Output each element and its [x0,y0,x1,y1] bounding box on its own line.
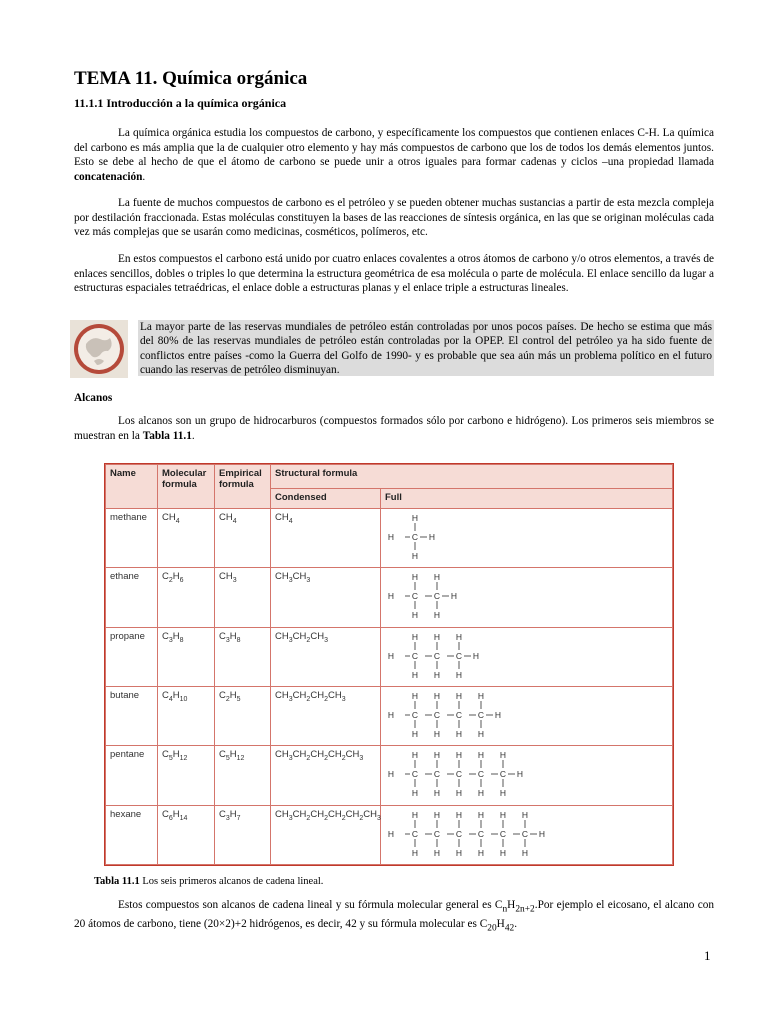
svg-text:H: H [477,788,485,799]
globe-icon [70,320,128,378]
svg-text:H: H [521,809,529,820]
svg-text:H: H [387,650,395,661]
structural-formula-diagram [385,809,545,861]
svg-text:H: H [477,750,485,761]
svg-text:C: C [411,532,419,542]
cell-molecular: $CH_4$ [158,509,215,568]
table-row [106,509,673,568]
header-molecular: Molecular formula [158,465,215,509]
svg-text:C: C [455,650,463,661]
cell-empirical: $CH_4$ [215,509,271,568]
table-row [106,627,673,686]
svg-text:H: H [387,769,395,780]
svg-text:H: H [433,728,441,739]
cell-name: ethane [106,568,158,627]
table-row [106,805,673,864]
cell-full-structure [381,686,673,745]
cell-molecular: $C_2H_6$ [158,568,215,627]
cell-condensed: $CH_3CH_2CH_2CH_2CH_2CH_3$ [271,805,381,864]
cell-condensed: $CH_3CH_2CH_3$ [271,627,381,686]
svg-text:H: H [433,750,441,761]
svg-text:H: H [411,728,419,739]
svg-text:H: H [477,690,485,701]
cell-condensed: $CH_3CH_2CH_2CH_2CH_3$ [271,746,381,805]
svg-text:C: C [411,650,419,661]
bonds-paragraph: En estos compuestos el carbono está unido por cuatro enlaces covalentes a otros átomos de carbono y/o otros elementos, a través de enlaces sencillos, dobles o triples lo que determina la estructura geométrica de esa molécula o parte de molécula. El enlace sencillo da lugar a estructuras espaciales tetraédricas, el enlace doble a estructuras planas y el enlace triple a estructuras lineales. [74,253,714,295]
svg-text:H: H [433,631,441,642]
svg-text:H: H [411,847,419,858]
table-row [106,568,673,627]
cell-empirical: $C_5H_{12}$ [215,746,271,805]
svg-text:C: C [433,650,441,661]
svg-text:C: C [499,769,507,780]
cell-full-structure [381,805,673,864]
svg-text:H: H [499,847,507,858]
svg-text:C: C [411,709,419,720]
svg-text:H: H [499,788,507,799]
svg-text:H: H [433,690,441,701]
svg-text:C: C [411,828,419,839]
svg-text:C: C [477,769,485,780]
cell-name: pentane [106,746,158,805]
svg-text:C: C [455,709,463,720]
svg-text:H: H [411,610,419,621]
svg-text:H: H [494,709,502,720]
svg-text:H: H [411,809,419,820]
svg-text:C: C [433,591,441,602]
structural-formula-diagram [385,571,545,623]
header-structural: Structural formula [271,465,673,489]
svg-text:H: H [477,728,485,739]
svg-text:H: H [521,847,529,858]
general-formula-paragraph: Estos compuestos son alcanos de cadena lineal y su fórmula molecular general es $C_nH_{2n+2}.Por$ ejemplo el eicosano, el alcano con 20 átomos de carbono, tiene (20×2)+2 hidrógenos, es decir, 42 y su fórmula molecular es $C_{20}H_{42}$. [74,899,715,934]
svg-text:C: C [499,828,507,839]
svg-text:H: H [450,591,458,602]
table-caption: Tabla 11.1 Los seis primeros alcanos de cadena lineal. [94,876,324,887]
cell-condensed: $CH_4$ [271,509,381,568]
svg-text:H: H [516,769,524,780]
header-empirical: Empirical formula [215,465,271,509]
svg-text:H: H [499,750,507,761]
section-subtitle: 11.1.1 Introducción a la química orgánica [74,96,287,110]
svg-text:H: H [455,690,463,701]
svg-text:C: C [433,709,441,720]
svg-text:H: H [411,788,419,799]
svg-text:H: H [433,669,441,680]
svg-text:H: H [477,809,485,820]
svg-text:H: H [433,788,441,799]
svg-text:H: H [433,847,441,858]
page-title: TEMA 11. Química orgánica [74,68,308,89]
cell-molecular: $C_5H_{12}$ [158,746,215,805]
table-row [106,746,673,805]
cell-full-structure [381,627,673,686]
svg-text:H: H [428,532,436,542]
structural-formula-diagram [385,749,545,801]
svg-text:C: C [477,828,485,839]
svg-text:H: H [455,847,463,858]
svg-text:C: C [411,591,419,602]
svg-text:H: H [433,809,441,820]
oil-reserves-note: La mayor parte de las reservas mundiales de petróleo están controladas por unos pocos países. De hecho se estima que más del 80% de las reservas mundiales de petróleo están controladas por la OPEP. El control del petróleo ya ha sido fuente de conflictos entre países -como la Guerra del Golfo de 1990- y es probable que sea aún más un problema político en el futuro cuando las reservas de petróleo disminuyan. [140,321,712,377]
svg-text:H: H [433,610,441,621]
cell-name: hexane [106,805,158,864]
svg-text:H: H [387,591,395,602]
cell-molecular: $C_6H_{14}$ [158,805,215,864]
svg-text:H: H [411,750,419,761]
svg-text:H: H [455,809,463,820]
svg-text:C: C [433,769,441,780]
svg-text:C: C [433,828,441,839]
alkanes-paragraph: Los alcanos son un grupo de hidrocarburos (compuestos formados sólo por carbono e hidrógeno). Los primeros seis miembros se muestran en la Tabla 11.1. [74,415,714,442]
svg-text:H: H [411,551,419,561]
svg-text:H: H [472,650,480,661]
alkanes-table [104,463,674,866]
svg-text:H: H [455,669,463,680]
cell-full-structure [381,746,673,805]
svg-text:C: C [521,828,529,839]
cell-empirical: $C_3H_8$ [215,627,271,686]
structural-formula-diagram [385,690,545,742]
header-condensed: Condensed [271,489,381,509]
svg-text:H: H [455,750,463,761]
cell-name: methane [106,509,158,568]
cell-name: propane [106,627,158,686]
cell-condensed: $CH_3CH_3$ [271,568,381,627]
svg-text:H: H [411,572,419,583]
cell-empirical: $C_2H_5$ [215,686,271,745]
svg-text:H: H [411,513,419,523]
svg-text:H: H [499,809,507,820]
svg-text:C: C [455,769,463,780]
cell-empirical: $CH_3$ [215,568,271,627]
svg-text:H: H [455,728,463,739]
svg-text:H: H [455,631,463,642]
cell-full-structure [381,509,673,568]
cell-condensed: $CH_3CH_2CH_2CH_3$ [271,686,381,745]
header-full: Full [381,489,673,509]
petroleum-paragraph: La fuente de muchos compuestos de carbono es el petróleo y se pueden obtener muchas sustancias a partir de esta mezcla compleja por destilación fraccionada. Estas moléculas constituyen la bases de las reacciones de síntesis orgánica, en las que se originan moléculas cada vez más complejas que se usarán como medicinas, cosméticos, polímeros, etc. [74,197,714,239]
svg-text:H: H [433,572,441,583]
structural-formula-diagram [385,631,545,683]
cell-name: butane [106,686,158,745]
alkanes-heading: Alcanos [74,392,113,404]
header-name: Name [106,465,158,509]
svg-text:H: H [387,532,395,542]
intro-paragraph: La química orgánica estudia los compuestos de carbono, y específicamente los compuestos que contienen enlaces C-H. La química del carbono es más amplia que la de cualquier otro elemento y hay más compuestos de carbono que los de todos los demás elementos juntos. Esto se debe al hecho de que el átomo de carbono se puede unir a otros iguales para formar cadenas y ciclos –una propiedad llamada concatenación. [74,127,714,183]
cell-molecular: $C_4H_{10}$ [158,686,215,745]
page-number: 1 [704,948,711,963]
svg-text:H: H [387,828,395,839]
cell-molecular: $C_3H_8$ [158,627,215,686]
svg-text:C: C [477,709,485,720]
svg-text:H: H [387,709,395,720]
svg-text:C: C [411,769,419,780]
svg-text:H: H [477,847,485,858]
table-row [106,686,673,745]
svg-text:H: H [538,828,545,839]
svg-text:C: C [455,828,463,839]
svg-text:H: H [455,788,463,799]
structural-formula-diagram [385,512,545,564]
svg-text:H: H [411,690,419,701]
cell-empirical: $C_3H_7$ [215,805,271,864]
cell-full-structure [381,568,673,627]
svg-text:H: H [411,669,419,680]
svg-text:H: H [411,631,419,642]
